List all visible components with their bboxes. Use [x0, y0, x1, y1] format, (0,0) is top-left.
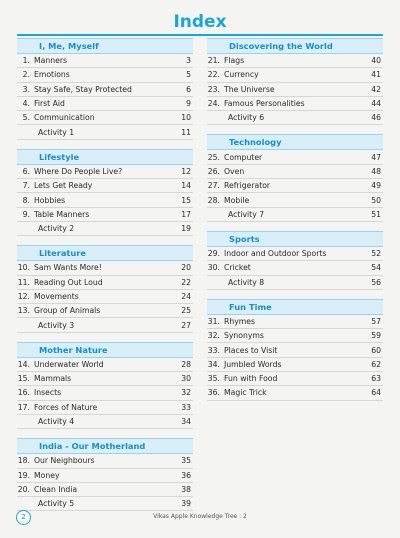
index-entry[interactable]	[207, 150, 383, 164]
entry-number: 26.	[207, 166, 220, 176]
entry-number: 9.	[22, 209, 30, 219]
entry-title: Flags	[224, 56, 245, 66]
entry-title: Cricket	[224, 263, 251, 273]
entry-title: Insects	[34, 388, 62, 398]
entry-title: Famous Personalities	[224, 99, 305, 109]
activity-entry[interactable]	[17, 497, 193, 511]
index-entry[interactable]	[17, 193, 193, 207]
index-entry[interactable]	[17, 276, 193, 290]
activity-entry[interactable]	[17, 318, 193, 332]
entry-title: Money	[34, 470, 60, 480]
entry-page: 17	[181, 209, 191, 219]
entry-title: Synonyms	[224, 331, 264, 341]
entry-number: 6.	[22, 166, 30, 176]
index-entry[interactable]	[17, 97, 193, 111]
entry-page: 30	[181, 374, 191, 384]
entry-title: The Universe	[224, 84, 275, 94]
entry-page: 60	[371, 345, 381, 355]
entry-page: 41	[371, 70, 381, 80]
index-entry[interactable]	[207, 97, 383, 111]
entry-number: 4.	[22, 99, 30, 109]
entry-page: 15	[181, 195, 191, 205]
index-entry[interactable]	[17, 54, 193, 68]
entry-page: 25	[181, 306, 191, 316]
section-lifestyle	[17, 149, 193, 236]
section-heading: Technology	[207, 134, 383, 150]
index-entry[interactable]	[207, 179, 383, 193]
entry-number: 17.	[17, 402, 30, 412]
index-entry[interactable]	[207, 261, 383, 275]
entry-page: 12	[181, 166, 191, 176]
section-heading: Literature	[17, 245, 193, 261]
entry-page: 47	[371, 152, 381, 162]
entry-page: 46	[371, 113, 381, 123]
entry-number: 21.	[207, 56, 220, 66]
entry-number: 36.	[207, 388, 220, 398]
entry-title: Refrigerator	[224, 181, 271, 191]
entry-page: 27	[181, 320, 191, 330]
footer-text: Vikas Apple Knowledge Tree : 2	[153, 513, 247, 520]
index-entry[interactable]	[17, 401, 193, 415]
entry-page: 35	[181, 456, 191, 466]
entry-number: 32.	[207, 331, 220, 341]
entry-number: 22.	[207, 70, 220, 80]
entry-number: 1.	[22, 56, 30, 66]
entry-title: First Aid	[34, 99, 65, 109]
entry-number: 27.	[207, 181, 220, 191]
section-heading: Lifestyle	[17, 149, 193, 165]
entry-number: 35.	[207, 374, 220, 384]
entry-number: 29.	[207, 249, 220, 259]
entry-title: Table Manners	[34, 209, 90, 219]
activity-entry[interactable]	[207, 208, 383, 222]
index-entry[interactable]	[207, 83, 383, 97]
page-number-badge: 2	[16, 510, 31, 525]
entry-number: 15.	[17, 374, 30, 384]
entry-page: 9	[186, 99, 191, 109]
entry-title: Activity 5	[38, 499, 75, 509]
index-entry[interactable]	[207, 193, 383, 207]
entry-page: 40	[371, 56, 381, 66]
entry-title: Jumbled Words	[224, 359, 282, 369]
index-entry[interactable]	[17, 83, 193, 97]
entry-page: 36	[181, 470, 191, 480]
activity-entry[interactable]	[207, 111, 383, 125]
entry-number: 28.	[207, 195, 220, 205]
index-entry[interactable]	[207, 165, 383, 179]
index-entry[interactable]	[207, 329, 383, 343]
entry-number: 2.	[22, 70, 30, 80]
entry-number: 31.	[207, 317, 220, 326]
entry-title: Activity 7	[228, 209, 265, 219]
entry-page: 56	[371, 277, 381, 287]
index-entry[interactable]	[17, 290, 193, 304]
entry-title: Rhymes	[224, 317, 255, 326]
section-technology	[207, 134, 383, 221]
entry-title: Sam Wants More!	[34, 263, 102, 273]
index-entry[interactable]	[17, 68, 193, 82]
entry-title: Group of Animals	[34, 306, 101, 316]
entry-page: 20	[181, 263, 191, 273]
entry-title: Currency	[224, 70, 259, 80]
entry-title: Movements	[34, 292, 79, 301]
entry-title: Activity 8	[228, 277, 265, 287]
index-entry[interactable]	[17, 372, 193, 386]
entry-title: Activity 4	[38, 417, 75, 427]
entry-page: 52	[371, 249, 381, 259]
activity-entry[interactable]	[17, 415, 193, 429]
page-title: Index	[173, 12, 227, 32]
entry-page: 19	[181, 224, 191, 234]
entry-number: 33.	[207, 345, 220, 355]
entry-number: 20.	[17, 484, 30, 494]
entry-page: 54	[371, 263, 381, 273]
entry-page: 63	[371, 374, 381, 384]
entry-page: 64	[371, 388, 381, 398]
entry-title: Magic Trick	[224, 388, 267, 398]
section-literature	[17, 245, 193, 332]
index-entry[interactable]	[17, 179, 193, 193]
entry-title: Manners	[34, 56, 67, 66]
index-left-column	[17, 38, 193, 520]
entry-page: 14	[181, 181, 191, 191]
entry-page: 24	[181, 292, 191, 301]
entry-page: 62	[371, 359, 381, 369]
entry-page: 59	[371, 331, 381, 341]
section-heading: Sports	[207, 231, 383, 247]
entry-number: 5.	[22, 113, 30, 123]
section-india-our-motherland	[17, 438, 193, 511]
section-i-me-myself	[17, 38, 193, 140]
entry-page: 33	[181, 402, 191, 412]
entry-title: Activity 1	[38, 127, 75, 137]
entry-page: 34	[181, 417, 191, 427]
entry-number: 8.	[22, 195, 30, 205]
entry-title: Reading Out Loud	[34, 277, 103, 287]
entry-title: Activity 2	[38, 224, 75, 234]
index-entry[interactable]	[207, 343, 383, 357]
entry-page: 51	[371, 209, 381, 219]
section-heading: I, Me, Myself	[17, 38, 193, 54]
entry-page: 44	[371, 99, 381, 109]
title-divider	[17, 34, 383, 36]
entry-number: 7.	[22, 181, 30, 191]
entry-title: Indoor and Outdoor Sports	[224, 249, 327, 259]
index-entry[interactable]	[17, 483, 193, 497]
entry-page: 50	[371, 195, 381, 205]
entry-title: Activity 6	[228, 113, 265, 123]
index-entry[interactable]	[17, 304, 193, 318]
entry-title: Our Neighbours	[34, 456, 95, 466]
entry-page: 38	[181, 484, 191, 494]
index-entry[interactable]	[17, 165, 193, 179]
index-entry[interactable]	[17, 454, 193, 468]
index-entry[interactable]	[17, 358, 193, 372]
index-entry[interactable]	[17, 386, 193, 400]
entry-page: 49	[371, 181, 381, 191]
entry-page: 10	[181, 113, 191, 123]
entry-title: Activity 3	[38, 320, 75, 330]
index-entry[interactable]	[17, 261, 193, 275]
index-entry[interactable]	[207, 247, 383, 261]
entry-title: Places to Visit	[224, 345, 278, 355]
entry-page: 42	[371, 84, 381, 94]
index-entry[interactable]	[207, 54, 383, 68]
entry-page: 22	[181, 277, 191, 287]
entry-title: Oven	[224, 166, 245, 176]
entry-number: 11.	[17, 277, 30, 287]
index-entry[interactable]	[17, 469, 193, 483]
entry-page: 3	[186, 56, 191, 66]
index-entry[interactable]	[207, 372, 383, 386]
entry-title: Communication	[34, 113, 95, 123]
entry-number: 18.	[17, 456, 30, 466]
index-entry[interactable]	[17, 208, 193, 222]
entry-number: 34.	[207, 359, 220, 369]
entry-page: 6	[186, 84, 191, 94]
entry-number: 14.	[17, 359, 30, 369]
entry-page: 32	[181, 388, 191, 398]
entry-page: 11	[181, 127, 191, 137]
entry-page: 5	[186, 70, 191, 80]
activity-entry[interactable]	[17, 222, 193, 236]
section-fun-time	[207, 299, 383, 401]
section-mother-nature	[17, 342, 193, 429]
index-entry[interactable]	[207, 315, 383, 329]
entry-title: Forces of Nature	[34, 402, 98, 412]
entry-page: 39	[181, 499, 191, 509]
entry-title: Hobbies	[34, 195, 66, 205]
entry-title: Mobile	[224, 195, 250, 205]
activity-entry[interactable]	[207, 276, 383, 290]
entry-page: 48	[371, 166, 381, 176]
entry-number: 24.	[207, 99, 220, 109]
index-entry[interactable]	[207, 68, 383, 82]
index-right-column	[207, 38, 383, 410]
entry-number: 16.	[17, 388, 30, 398]
entry-number: 12.	[17, 292, 30, 301]
index-entry[interactable]	[207, 386, 383, 400]
entry-title: Computer	[224, 152, 263, 162]
section-heading: Discovering the World	[207, 38, 383, 54]
entry-title: Stay Safe, Stay Protected	[34, 84, 132, 94]
entry-number: 3.	[22, 84, 30, 94]
entry-title: Emotions	[34, 70, 70, 80]
section-heading: India - Our Motherland	[17, 438, 193, 454]
entry-title: Clean India	[34, 484, 78, 494]
entry-number: 23.	[207, 84, 220, 94]
activity-entry[interactable]	[17, 125, 193, 139]
entry-title: Lets Get Ready	[34, 181, 93, 191]
entry-number: 30.	[207, 263, 220, 273]
entry-title: Where Do People Live?	[34, 166, 123, 176]
index-entry[interactable]	[207, 358, 383, 372]
section-heading: Mother Nature	[17, 342, 193, 358]
entry-number: 25.	[207, 152, 220, 162]
section-sports	[207, 231, 383, 290]
section-discovering-the-world	[207, 38, 383, 125]
entry-title: Fun with Food	[224, 374, 278, 384]
entry-number: 13.	[17, 306, 30, 316]
entry-page: 57	[371, 317, 381, 326]
entry-title: Mammals	[34, 374, 72, 384]
section-heading: Fun Time	[207, 299, 383, 315]
entry-number: 19.	[17, 470, 30, 480]
entry-number: 10.	[17, 263, 30, 273]
entry-title: Underwater World	[34, 359, 104, 369]
entry-page: 28	[181, 359, 191, 369]
index-entry[interactable]	[17, 111, 193, 125]
